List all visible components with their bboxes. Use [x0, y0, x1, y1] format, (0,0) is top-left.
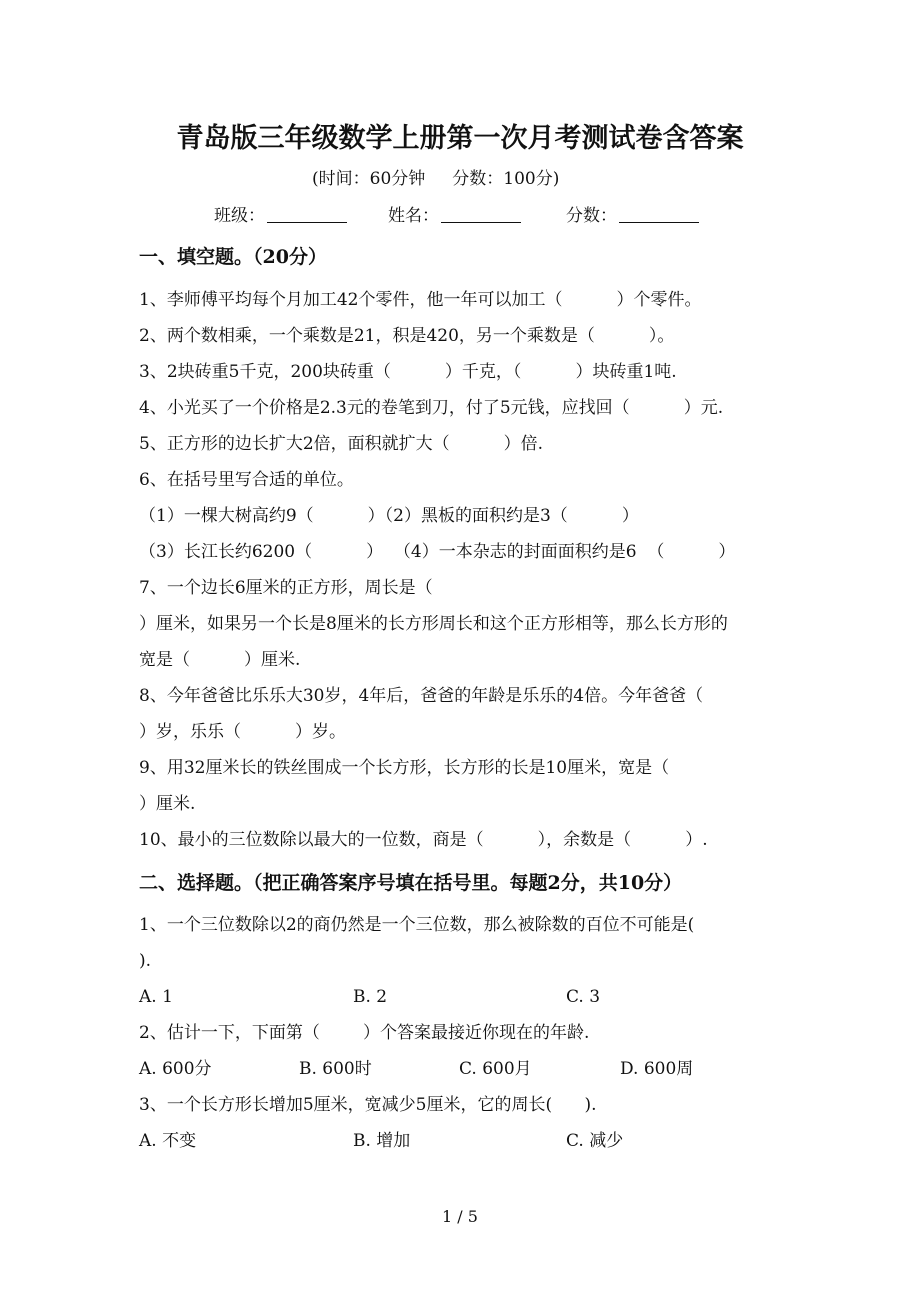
option-b[interactable]: B. 增加 [353, 1131, 411, 1151]
section-choice-title: 二、选择题。（把正确答案序号填在括号里。每题2分，共10分） [139, 872, 683, 894]
name-blank[interactable] [441, 204, 521, 223]
exam-subtitle: (时间：60分钟 分数：100分) [312, 169, 560, 189]
option-c[interactable]: C. 600月 [459, 1059, 532, 1079]
option-b[interactable]: B. 2 [353, 987, 388, 1007]
question-stem-continued: ). [139, 951, 152, 971]
question-line: ）岁，乐乐（ ）岁。 [139, 722, 347, 742]
score-blank[interactable] [619, 204, 699, 223]
question-line: 1、李师傅平均每个月加工42个零件，他一年可以加工（ ）个零件。 [139, 290, 702, 310]
class-blank[interactable] [267, 204, 347, 223]
page-title: 青岛版三年级数学上册第一次月考测试卷含答案 [176, 123, 744, 154]
question-line: 4、小光买了一个价格是2.3元的卷笔到刀，付了5元钱，应找回（ ）元. [139, 398, 724, 418]
question-line: 2、两个数相乘，一个乘数是21，积是420，另一个乘数是（ ）。 [139, 326, 675, 346]
class-label: 班级： [214, 206, 265, 226]
question-line: （1）一棵大树高约9（ ）（2）黑板的面积约是3（ ） [139, 506, 639, 526]
section-fill-blank-title: 一、填空题。（20分） [139, 246, 327, 268]
option-a[interactable]: A. 600分 [139, 1059, 212, 1079]
question-line: 5、正方形的边长扩大2倍，面积就扩大（ ）倍. [139, 434, 544, 454]
option-c[interactable]: C. 3 [566, 987, 601, 1007]
option-a[interactable]: A. 不变 [139, 1131, 197, 1151]
question-line: 宽是（ ）厘米. [139, 650, 301, 670]
option-b[interactable]: B. 600时 [299, 1059, 372, 1079]
question-stem: 3、一个长方形长增加5厘米，宽减少5厘米，它的周长( ). [139, 1095, 597, 1115]
option-d[interactable]: D. 600周 [620, 1059, 694, 1079]
question-line: 8、今年爸爸比乐乐大30岁，4年后，爸爸的年龄是乐乐的4倍。今年爸爸（ [139, 686, 704, 706]
question-stem: 1、一个三位数除以2的商仍然是一个三位数，那么被除数的百位不可能是( [139, 915, 695, 935]
class-field[interactable] [214, 204, 347, 227]
question-line: （3）长江长约6200（ ） （4）一本杂志的封面面积约是6 （ ） [139, 542, 736, 562]
score-label: 分数： [566, 206, 617, 226]
question-line: 6、在括号里写合适的单位。 [139, 470, 354, 490]
name-field[interactable] [388, 204, 521, 227]
score-field[interactable] [566, 204, 699, 227]
name-label: 姓名： [388, 206, 439, 226]
question-line: ）厘米. [139, 794, 196, 814]
question-line: 10、最小的三位数除以最大的一位数，商是（ ），余数是（ ）. [139, 830, 708, 850]
option-a[interactable]: A. 1 [139, 987, 173, 1007]
question-line: 9、用32厘米长的铁丝围成一个长方形，长方形的长是10厘米，宽是（ [139, 758, 670, 778]
option-c[interactable]: C. 减少 [566, 1131, 624, 1151]
page-number: 1 / 5 [442, 1207, 478, 1226]
question-line: ）厘米，如果另一个长是8厘米的长方形周长和这个正方形相等，那么长方形的 [139, 614, 728, 634]
question-stem: 2、估计一下，下面第（ ）个答案最接近你现在的年龄. [139, 1023, 590, 1043]
question-line: 7、一个边长6厘米的正方形，周长是（ [139, 578, 433, 598]
question-line: 3、2块砖重5千克，200块砖重（ ）千克，（ ）块砖重1吨. [139, 362, 677, 382]
